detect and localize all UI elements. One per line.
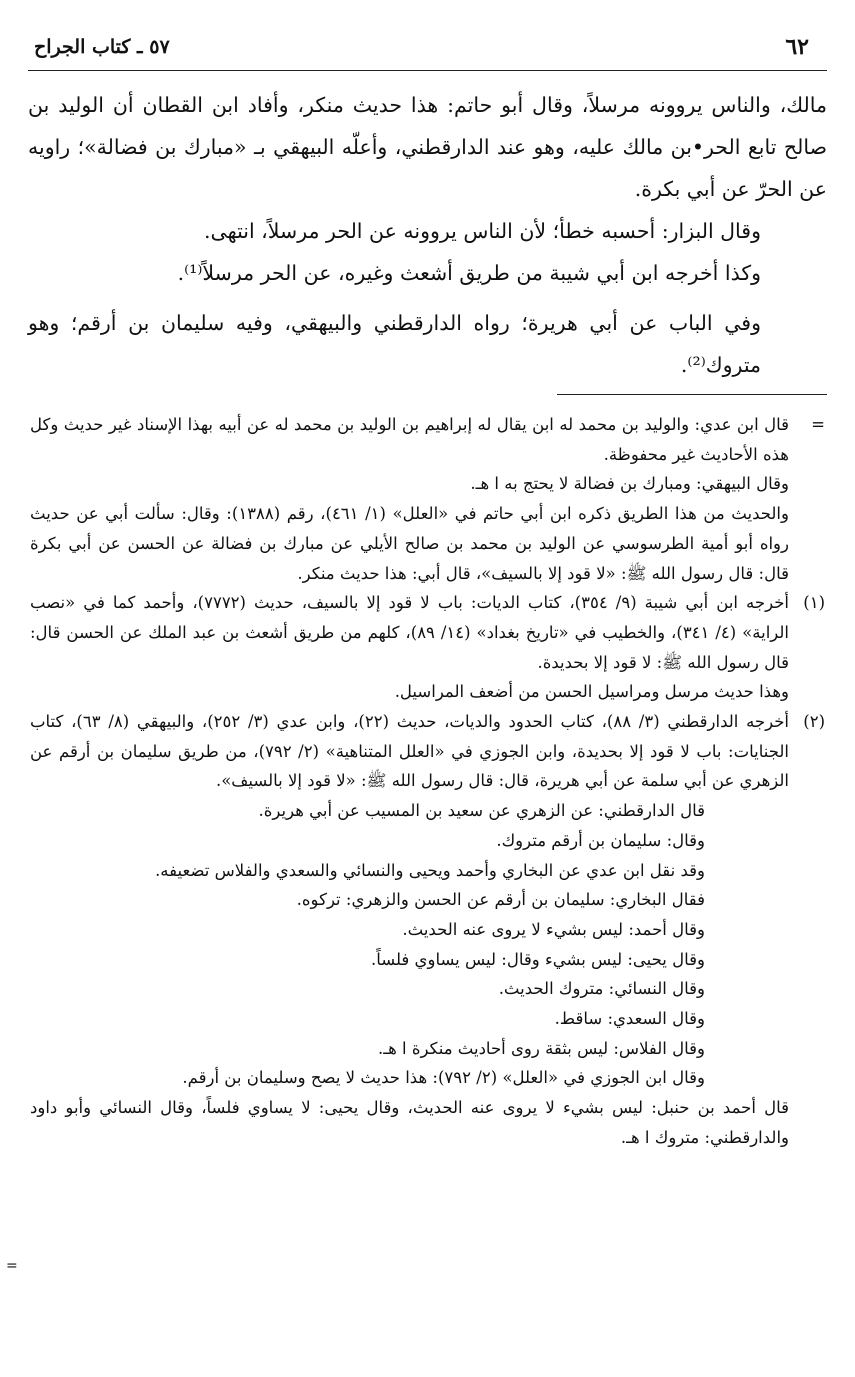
footnote-line: وقال ابن الجوزي في «العلل» (٢/ ٧٩٢): هذا حديث لا يصح وسليمان بن أرقم. <box>182 1068 705 1088</box>
footnote-separator <box>557 394 827 395</box>
page-number: ٦٢ <box>785 34 809 60</box>
footnote-line: قال أحمد بن حنبل: ليس بشيء لا يروى عنه الحديث، وقال يحيى: لا يساوي فلساً، وقال النسائي وأبو داود والدارقطني: متروك ا هـ. <box>30 1098 789 1147</box>
footnote-line: وهذا حديث مرسل ومراسيل الحسن من أضعف المراسيل. <box>394 682 789 702</box>
body-paragraph-2: وقال البزار: أحسبه خطأ؛ لأن الناس يروونه عن الحر مرسلاً، انتهى. <box>204 219 761 243</box>
footnote-2-number: (٢) <box>803 712 825 732</box>
running-title: ٥٧ ـ كتاب الجراح <box>34 36 170 58</box>
footnote-1-number: (١) <box>803 593 825 613</box>
body-paragraph-4: وفي الباب عن أبي هريرة؛ رواه الدارقطني والبيهقي، وفيه سليمان بن أرقم؛ وهو متروك⁽²⁾. <box>28 311 761 377</box>
footnote-line: وقال البيهقي: ومبارك بن فضالة لا يحتج به ا هـ. <box>470 474 789 494</box>
footnote-line: وقال النسائي: متروك الحديث. <box>498 979 705 999</box>
footnote-line: فقال البخاري: سليمان بن أرقم عن الحسن والزهري: تركوه. <box>296 890 705 910</box>
footnote-continuation <box>30 410 825 588</box>
footnote-line: وقال الفلاس: ليس بثقة روى أحاديث منكرة ا هـ. <box>378 1038 705 1058</box>
body-paragraph-3: وكذا أخرجه ابن أبي شيبة من طريق أشعث وغيره، عن الحر مرسلاً⁽¹⁾. <box>177 261 761 285</box>
footnote-line: قال ابن عدي: والوليد بن محمد له ابن يقال له إبراهيم بن الوليد بن محمد له عن أبيه بهذا الإسناد غير حديث وكل هذه الأحاديث غير محفوظة. <box>30 415 789 464</box>
footnote-line: وقال أحمد: ليس بشيء لا يروى عنه الحديث. <box>402 919 705 939</box>
footnote-line: أخرجه ابن أبي شيبة (٩/ ٣٥٤)، كتاب الديات: باب لا قود إلا بالسيف، حديث (٧٧٧٢)، وأحمد كما في «نصب الراية» (٤/ ٣٤١)، والخطيب في «تاريخ بغداد» (١٤/ ٨٩)، كلهم من طريق أشعث بن عبد الملك عن الحسن قال: قال رسول الله ﷺ: لا قود إلا بحديدة. <box>30 593 789 672</box>
footnote-line: وقال: سليمان بن أرقم متروك. <box>496 830 705 850</box>
body-paragraph-1: مالك، والناس يروونه مرسلاً، وقال أبو حاتم: هذا حديث منكر، وأفاد ابن القطان أن الوليد بن صالح تابع الحر•بن مالك عليه، وهو عند الدارقطني، وأعلّه البيهقي بـ «مبارك بن فضالة»؛ راويه عن الحرّ عن أبي بكرة. <box>28 93 827 201</box>
page-header <box>28 30 827 71</box>
footnote-1 <box>30 588 825 707</box>
footnote-line: قال الدارقطني: عن الزهري عن سعيد بن المسيب عن أبي هريرة. <box>258 801 705 821</box>
footnote-line: والحديث من هذا الطريق ذكره ابن أبي حاتم في «العلل» (١/ ٤٦١)، رقم (١٣٨٨): وقال: سألت أبي عن حديث رواه أبو أمية الطرسوسي عن الوليد بن محمد بن صالح الأيلي عن مبارك بن فضالة عن الحسن عن أبي بكرة قال: قال رسول الله ﷺ: «لا قود إلا بالسيف»، قال أبي: هذا حديث منكر. <box>30 504 789 583</box>
footnotes <box>30 410 825 1153</box>
footnote-line: أخرجه الدارقطني (٣/ ٨٨)، كتاب الحدود والديات، حديث (٢٢)، وابن عدي (٣/ ٢٥٢)، والبيهقي (٨/ ٦٣)، كتاب الجنايات: باب لا قود إلا بحديدة، وابن الجوزي في «العلل المتناهية» (٢/ ٧٩٢)، من طريق سليمان بن أرقم عن الزهري عن أبي سلمة عن أبي هريرة، قال: قال رسول الله ﷺ: «لا قود إلا بالسيف». <box>30 712 790 791</box>
continuation-mark: = <box>811 415 825 434</box>
footnote-line: وقد نقل ابن عدي عن البخاري وأحمد ويحيى والنسائي والسعدي والفلاس تضعيفه. <box>155 860 705 880</box>
footnote-line: وقال السعدي: ساقط. <box>554 1009 705 1029</box>
next-page-continuation-mark: = <box>6 1258 18 1274</box>
footnote-2 <box>30 707 825 1153</box>
footnote-line: وقال يحيى: ليس بشيء وقال: ليس يساوي فلساً. <box>370 949 705 969</box>
main-text <box>28 84 827 386</box>
